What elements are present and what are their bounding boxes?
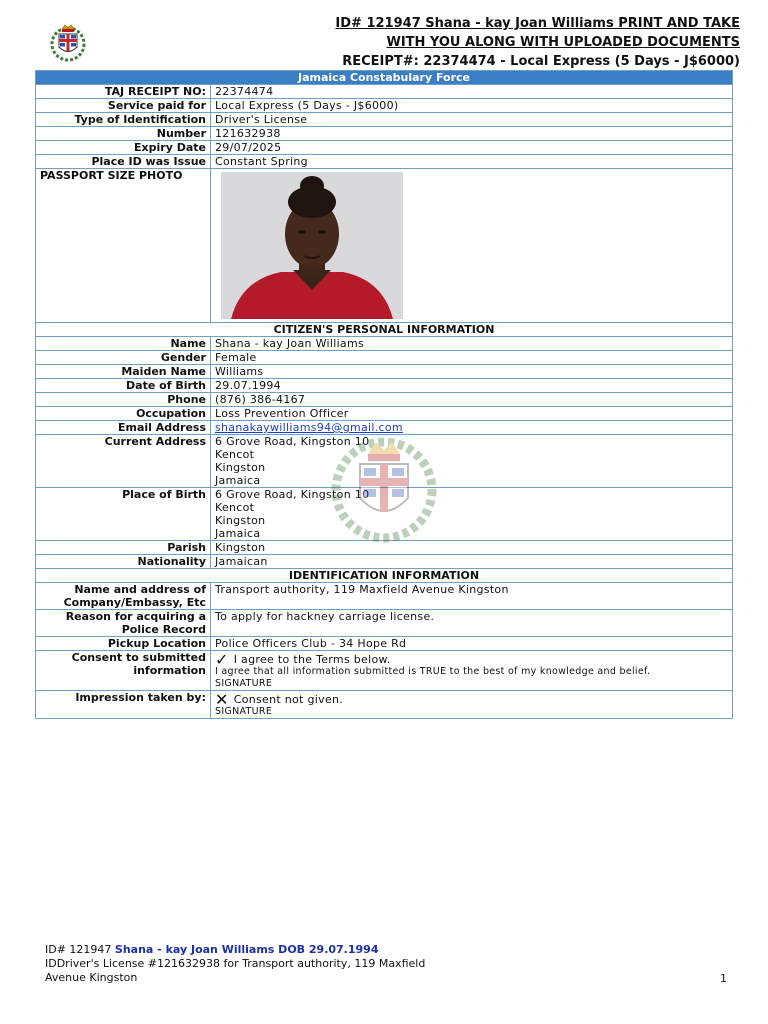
section-heading-row: [36, 323, 733, 337]
footer-line-2: IDDriver's License #121632938 for Transport authority, 119 Maxfield: [45, 957, 426, 970]
page-number: 1: [720, 972, 727, 985]
form-row: [36, 141, 733, 155]
row-label: Expiry Date: [36, 141, 211, 155]
form-row: [36, 365, 733, 379]
row-value: 121632938: [211, 127, 733, 141]
form-row: [36, 393, 733, 407]
row-value: Driver's License: [211, 113, 733, 127]
checkmark-icon: ✓: [215, 650, 229, 669]
footer-line-3: Avenue Kingston: [45, 971, 138, 984]
label-line: information: [133, 664, 206, 677]
passport-photo: [221, 172, 403, 319]
row-value: 29.07.1994: [211, 379, 733, 393]
address-line: Kingston: [215, 461, 266, 474]
record-form-table: [35, 70, 733, 719]
consent-statement: I agree that all information submitted is TRUE to the best of my knowledge and belief.: [215, 666, 651, 677]
footer-id: ID# 121947: [45, 943, 112, 956]
row-label: Gender: [36, 351, 211, 365]
row-label: [36, 583, 211, 610]
form-row: [36, 488, 733, 541]
form-row: [36, 155, 733, 169]
photo-cell: [211, 169, 733, 323]
photo-label: PASSPORT SIZE PHOTO: [36, 169, 211, 323]
form-row: [36, 583, 733, 610]
form-row: [36, 113, 733, 127]
row-value: Loss Prevention Officer: [211, 407, 733, 421]
header-line-3: RECEIPT#: 22374474 - Local Express (5 Days - J$6000): [342, 54, 740, 69]
personal-section-title: CITIZEN'S PERSONAL INFORMATION: [36, 323, 733, 337]
impression-signature: SIGNATURE: [215, 706, 273, 717]
address-line: Jamaica: [215, 527, 261, 540]
address-line: 6 Grove Road, Kingston 10: [215, 488, 370, 501]
address-line: Kencot: [215, 501, 255, 514]
form-row: [36, 407, 733, 421]
identification-section-title: IDENTIFICATION INFORMATION: [36, 569, 733, 583]
row-label: Maiden Name: [36, 365, 211, 379]
form-row: [36, 691, 733, 719]
banner-row: [36, 71, 733, 85]
birth-place-value: [211, 488, 733, 541]
row-value: Shana - kay Joan Williams: [211, 337, 733, 351]
address-line: Kencot: [215, 448, 255, 461]
row-value: [211, 421, 733, 435]
row-label: Type of Identification: [36, 113, 211, 127]
current-address-value: [211, 435, 733, 488]
cross-icon: ✕: [215, 690, 229, 709]
row-label: Place ID was Issue: [36, 155, 211, 169]
row-value: Female: [211, 351, 733, 365]
row-label: Number: [36, 127, 211, 141]
row-label: Phone: [36, 393, 211, 407]
form-row: [36, 351, 733, 365]
form-row: [36, 435, 733, 488]
row-value: Police Officers Club - 34 Hope Rd: [211, 637, 733, 651]
form-row: [36, 555, 733, 569]
consent-signature: SIGNATURE: [215, 678, 273, 689]
label-line: Company/Embassy, Etc: [63, 596, 206, 609]
row-value: Kingston: [211, 541, 733, 555]
impression-line: [215, 690, 728, 709]
row-value: Local Express (5 Days - J$6000): [211, 99, 733, 113]
row-label: TAJ RECEIPT NO:: [36, 85, 211, 99]
row-value: 22374474: [211, 85, 733, 99]
form-row: [36, 379, 733, 393]
label-line: Consent to submitted: [71, 651, 206, 664]
footer-name-dob: Shana - kay Joan Williams DOB 29.07.1994: [114, 943, 379, 956]
form-row: [36, 127, 733, 141]
row-label: Date of Birth: [36, 379, 211, 393]
form-row: [36, 337, 733, 351]
row-label: Place of Birth: [36, 488, 211, 541]
form-row: [36, 541, 733, 555]
consent-line: [215, 650, 728, 669]
form-row: [36, 85, 733, 99]
footer-line-1: [45, 943, 685, 957]
form-row: [36, 637, 733, 651]
address-line: 6 Grove Road, Kingston 10: [215, 435, 370, 448]
row-label: Pickup Location: [36, 637, 211, 651]
row-value: 29/07/2025: [211, 141, 733, 155]
row-label: Name: [36, 337, 211, 351]
jcf-crest-logo: [46, 20, 90, 64]
label-line: Reason for acquiring a: [65, 610, 206, 623]
row-value: Jamaican: [211, 555, 733, 569]
label-line: Name and address of: [74, 583, 206, 596]
row-label: Service paid for: [36, 99, 211, 113]
row-label: Impression taken by:: [36, 691, 211, 719]
row-value: Constant Spring: [211, 155, 733, 169]
impression-text: Consent not given.: [233, 693, 344, 706]
row-label: [36, 610, 211, 637]
form-row: [36, 651, 733, 691]
row-label: Email Address: [36, 421, 211, 435]
impression-value: [211, 691, 733, 719]
row-label: Current Address: [36, 435, 211, 488]
email-link[interactable]: shanakaywilliams94@gmail.com: [215, 421, 403, 434]
page-footer: [45, 943, 685, 985]
form-row: [36, 610, 733, 637]
page-header: [150, 14, 740, 71]
photo-row: [36, 169, 733, 323]
row-label: [36, 651, 211, 691]
label-line: Police Record: [121, 623, 206, 636]
row-value: Williams: [211, 365, 733, 379]
row-value: To apply for hackney carriage license.: [211, 610, 733, 637]
row-value: (876) 386-4167: [211, 393, 733, 407]
row-label: Occupation: [36, 407, 211, 421]
address-line: Kingston: [215, 514, 266, 527]
consent-text: I agree to the Terms below.: [233, 653, 391, 666]
header-line-1: ID# 121947 Shana - kay Joan Williams PRINT AND TAKE: [335, 16, 740, 31]
row-value: Transport authority, 119 Maxfield Avenue Kingston: [211, 583, 733, 610]
row-label: Nationality: [36, 555, 211, 569]
row-label: Parish: [36, 541, 211, 555]
form-row: [36, 421, 733, 435]
address-line: Jamaica: [215, 474, 261, 487]
banner-title: Jamaica Constabulary Force: [36, 71, 733, 85]
consent-value: [211, 651, 733, 691]
header-line-2: WITH YOU ALONG WITH UPLOADED DOCUMENTS: [386, 35, 740, 50]
form-row: [36, 99, 733, 113]
section-heading-row: [36, 569, 733, 583]
